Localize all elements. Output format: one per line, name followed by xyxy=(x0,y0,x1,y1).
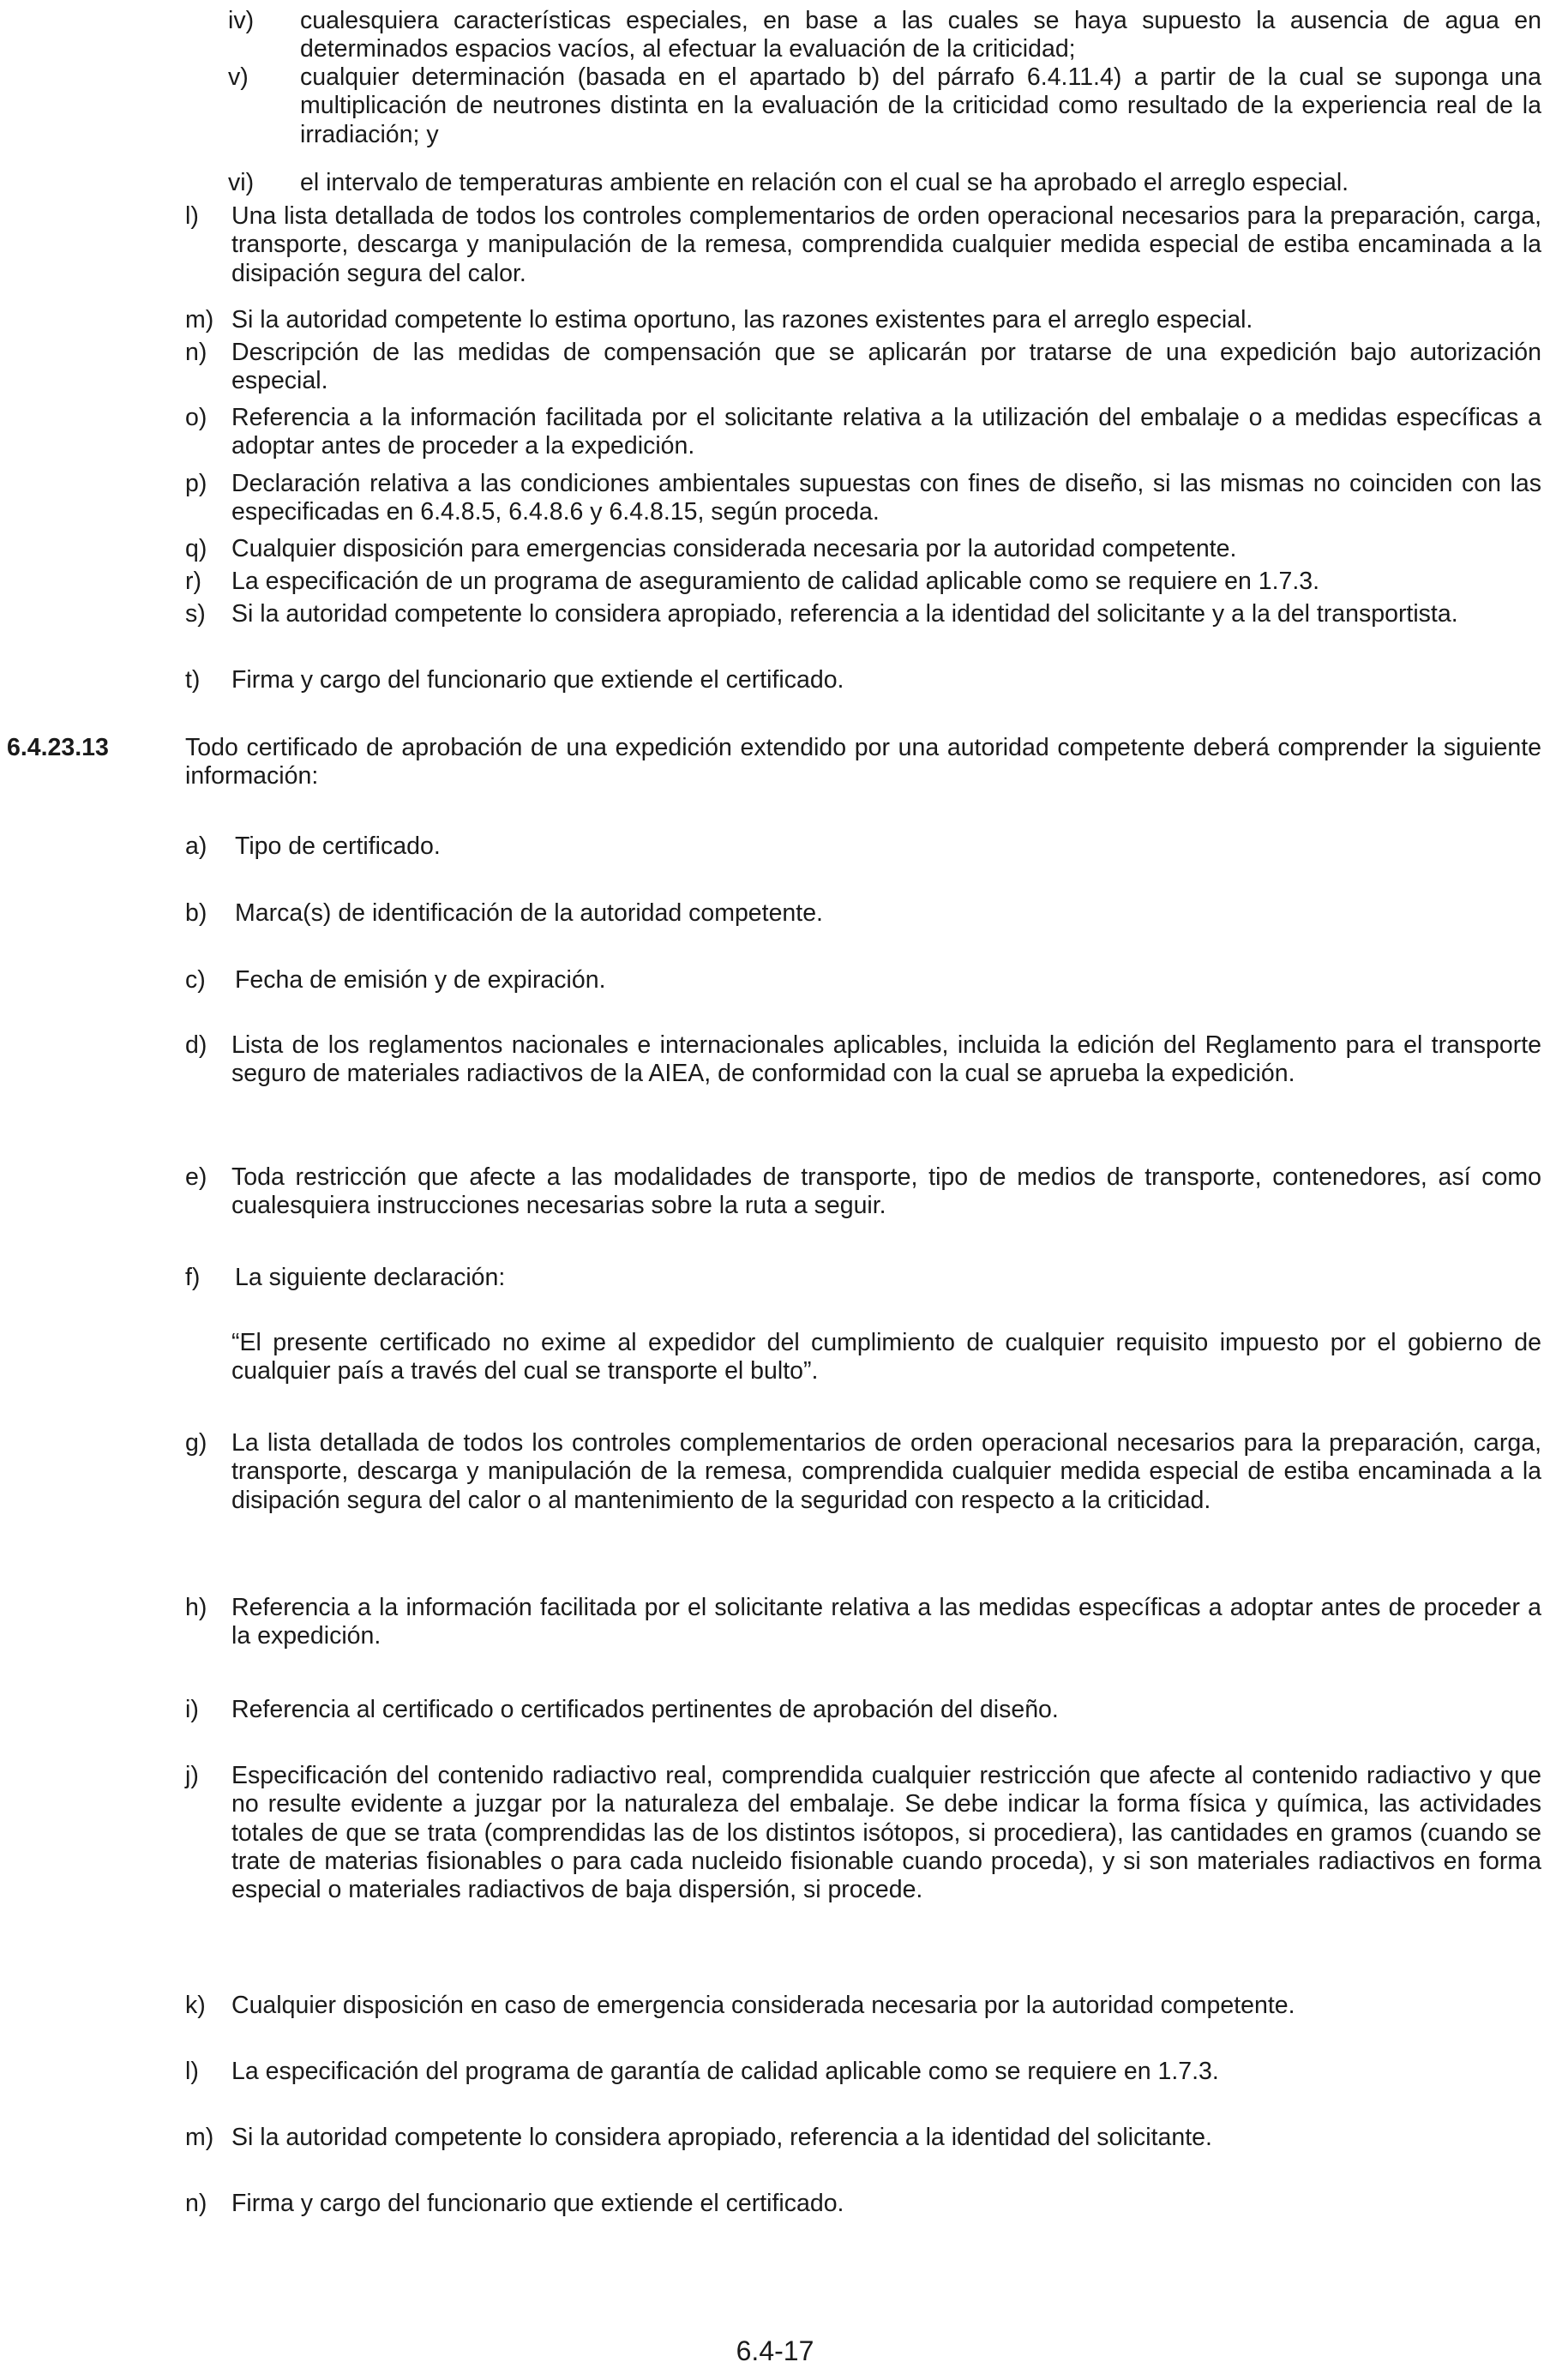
item-label: t) xyxy=(185,666,201,694)
item-label: d) xyxy=(185,1031,207,1059)
item-label: b) xyxy=(185,899,207,927)
item-text: La especificación de un programa de aseguramiento de calidad aplicable como se requiere en 1.7.3. xyxy=(231,568,1320,595)
item-label: q) xyxy=(185,535,207,562)
item-text: cualesquiera características especiales, en base a las cuales se haya supuesto la ausencia de agua en determinados espacios vacíos, al efectuar la evaluación de la criticidad; xyxy=(300,7,1541,63)
item-text: el intervalo de temperaturas ambiente en relación con el cual se ha aprobado el arreglo especial. xyxy=(300,169,1349,196)
item-text: La lista detallada de todos los controles complementarios de orden operacional necesarios para la preparación, carga, transporte, descarga y manipulación de la remesa, comprendida cualquier medida especial de estiba encaminada a la disipación segura del calor o al mantenimiento de la seguridad con respecto a la criticidad. xyxy=(231,1429,1541,1514)
item-label: r) xyxy=(185,568,201,595)
item-label: k) xyxy=(185,1992,206,2019)
item-text: Cualquier disposición en caso de emergencia considerada necesaria por la autoridad competente. xyxy=(231,1992,1295,2019)
item-label: c) xyxy=(185,966,206,994)
item-text: Especificación del contenido radiactivo real, comprendida cualquier restricción que afecte al contenido radiactivo y que no resulte evidente a juzgar por la naturaleza del embalaje. Se debe indicar la forma física y química, las actividades totales de que se trata (comprendidas las de los distintos isótopos, si procediera), las cantidades en gramos (cuando se trate de materias fisionables o para cada nucleido fisionable cuando proceda), y si son materiales radiactivos en forma especial o materiales radiactivos de baja dispersión, si procede. xyxy=(231,1762,1541,1904)
item-label: v) xyxy=(228,63,249,91)
item-text: La especificación del programa de garantía de calidad aplicable como se requiere en 1.7.3. xyxy=(231,2058,1219,2085)
item-label: iv) xyxy=(228,7,255,34)
item-label: p) xyxy=(185,470,207,497)
declaration-text: “El presente certificado no exime al expedidor del cumplimiento de cualquier requisito impuesto por el gobierno de cualquier país a través del cual se transporte el bulto”. xyxy=(231,1329,1541,1385)
section-number: 6.4.23.13 xyxy=(7,734,109,761)
item-label: m) xyxy=(185,2124,214,2151)
item-text: Referencia al certificado o certificados pertinentes de aprobación del diseño. xyxy=(231,1696,1059,1723)
item-label: f) xyxy=(185,1264,201,1291)
item-text: La siguiente declaración: xyxy=(235,1264,506,1291)
item-label: o) xyxy=(185,404,207,431)
item-label: s) xyxy=(185,600,206,628)
item-text: Firma y cargo del funcionario que extiende el certificado. xyxy=(231,2190,844,2217)
item-text: Tipo de certificado. xyxy=(235,832,441,860)
item-label: e) xyxy=(185,1163,207,1191)
item-text: Cualquier disposición para emergencias considerada necesaria por la autoridad competente. xyxy=(231,535,1237,562)
item-label: vi) xyxy=(228,169,255,196)
item-label: h) xyxy=(185,1594,207,1621)
item-label: m) xyxy=(185,306,214,334)
item-text: Referencia a la información facilitada por el solicitante relativa a la utilización del embalaje o a medidas específicas a adoptar antes de proceder a la expedición. xyxy=(231,404,1541,460)
item-label: a) xyxy=(185,832,207,860)
item-text: Si la autoridad competente lo considera apropiado, referencia a la identidad del solicitante y a la del transportista. xyxy=(231,600,1458,628)
item-text: Si la autoridad competente lo estima oportuno, las razones existentes para el arreglo especial. xyxy=(231,306,1253,334)
item-text: Marca(s) de identificación de la autoridad competente. xyxy=(235,899,823,927)
item-text: Si la autoridad competente lo considera apropiado, referencia a la identidad del solicitante. xyxy=(231,2124,1212,2151)
page-number: 6.4-17 xyxy=(736,2335,814,2366)
item-text: Firma y cargo del funcionario que extiende el certificado. xyxy=(231,666,844,694)
item-label: i) xyxy=(185,1696,199,1723)
item-text: Lista de los reglamentos nacionales e internacionales aplicables, incluida la edición del Reglamento para el transporte seguro de materiales radiactivos de la AIEA, de conformidad con la cual se aprueba la expedición. xyxy=(231,1031,1541,1088)
item-text: Declaración relativa a las condiciones ambientales supuestas con fines de diseño, si las mismas no coinciden con las especificadas en 6.4.8.5, 6.4.8.6 y 6.4.8.15, según proceda. xyxy=(231,470,1541,526)
item-label: j) xyxy=(185,1762,199,1789)
section-intro: Todo certificado de aprobación de una expedición extendido por una autoridad competente deberá comprender la siguiente información: xyxy=(185,734,1541,790)
item-label: n) xyxy=(185,339,207,366)
item-text: Fecha de emisión y de expiración. xyxy=(235,966,606,994)
item-label: l) xyxy=(185,202,199,230)
item-label: l) xyxy=(185,2058,199,2085)
item-text: cualquier determinación (basada en el apartado b) del párrafo 6.4.11.4) a partir de la cual se suponga una multiplicación de neutrones distinta en la evaluación de la criticidad como resultado de la experiencia real de la irradiación; y xyxy=(300,63,1541,148)
item-label: n) xyxy=(185,2190,207,2217)
item-label: g) xyxy=(185,1429,207,1457)
item-text: Descripción de las medidas de compensación que se aplicarán por tratarse de una expedición bajo autorización especial. xyxy=(231,339,1541,395)
item-text: Toda restricción que afecte a las modalidades de transporte, tipo de medios de transporte, contenedores, así como cualesquiera instrucciones necesarias sobre la ruta a seguir. xyxy=(231,1163,1541,1220)
item-text: Referencia a la información facilitada por el solicitante relativa a las medidas específicas a adoptar antes de proceder a la expedición. xyxy=(231,1594,1541,1650)
item-text: Una lista detallada de todos los controles complementarios de orden operacional necesarios para la preparación, carga, transporte, descarga y manipulación de la remesa, comprendida cualquier medida especial de estiba encaminada a la disipación segura del calor. xyxy=(231,202,1541,287)
